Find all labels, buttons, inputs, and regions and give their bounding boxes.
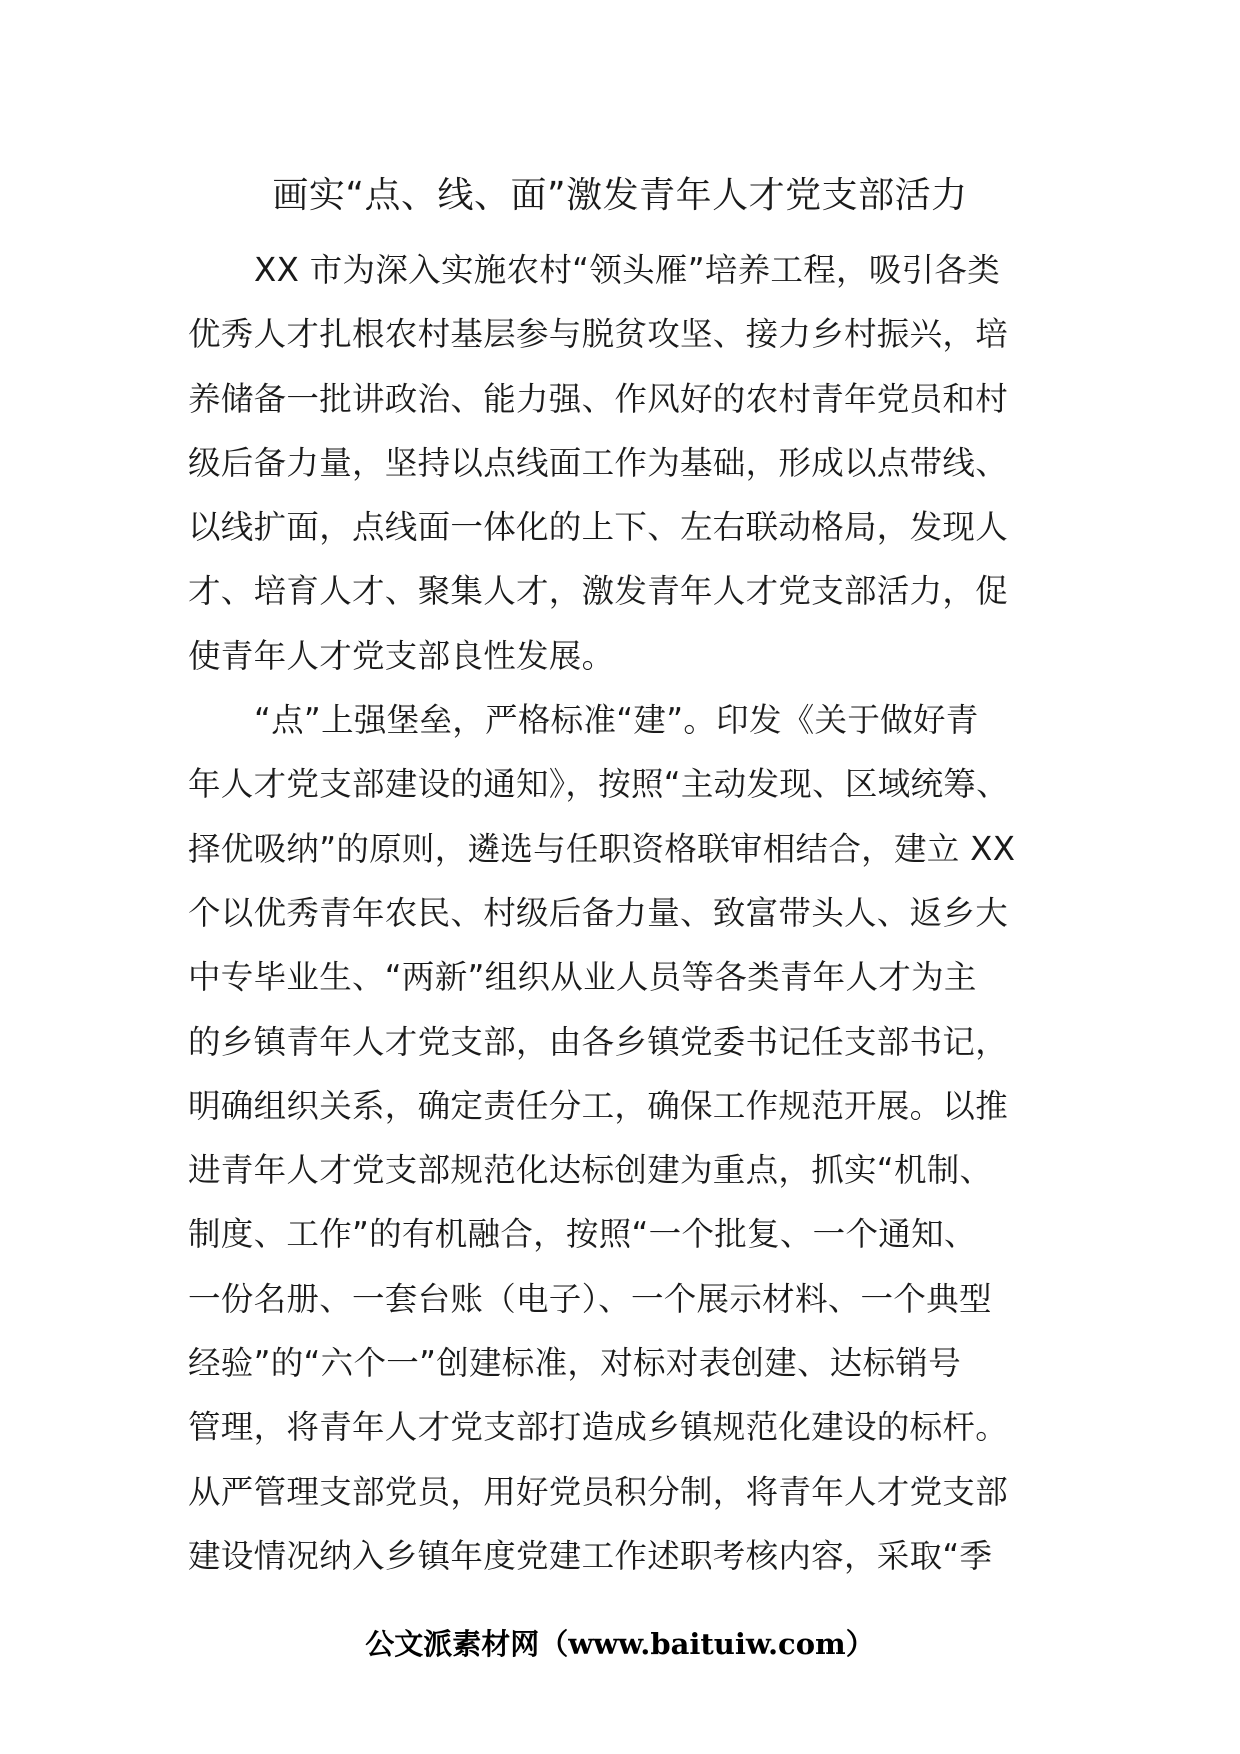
paragraph-line: 以线扩面，点线面一体化的上下、左右联动格局，发现人 — [188, 508, 1009, 547]
paragraph-line: 明确组织关系，确定责任分工，确保工作规范开展。以推 — [188, 1086, 1009, 1125]
paragraph-2 — [188, 688, 1050, 1588]
paragraph-line: 一份名册、一套台账（电子）、一个展示材料、一个典型 — [188, 1279, 992, 1318]
paragraph-line: 制度、工作”的有机融合，按照“一个批复、一个通知、 — [188, 1215, 977, 1254]
paragraph-line: 才、培育人才、聚集人才，激发青年人才党支部活力，促 — [188, 572, 1009, 611]
paragraph-line: 管理，将青年人才党支部打造成乡镇规范化建设的标杆。 — [188, 1408, 1009, 1447]
paragraph-line: 建设情况纳入乡镇年度党建工作述职考核内容，采取“季 — [188, 1536, 993, 1575]
paragraph-line: “点”上强堡垒，严格标准“建”。印发《关于做好青 — [254, 701, 979, 740]
paragraph-line: 进青年人才党支部规范化达标创建为重点，抓实“机制、 — [188, 1151, 993, 1190]
paragraph-1 — [188, 238, 1050, 688]
paragraph-line: 优秀人才扎根农村基层参与脱贫攻坚、接力乡村振兴，培 — [188, 315, 1009, 354]
document-title: 画实“点、线、面”激发青年人才党支部活力 — [272, 175, 968, 216]
document-body — [188, 238, 1050, 1588]
paragraph-line: 个以优秀青年农民、村级后备力量、致富带头人、返乡大 — [188, 893, 1009, 932]
paragraph-line: 级后备力量，坚持以点线面工作为基础，形成以点带线、 — [188, 443, 1009, 482]
paragraph-line: 从严管理支部党员，用好党员积分制，将青年人才党支部 — [188, 1472, 1009, 1511]
paragraph-line: 年人才党支部建设的通知》，按照“主动发现、区域统筹、 — [188, 765, 1009, 804]
paragraph-line: 养储备一批讲政治、能力强、作风好的农村青年党员和村 — [188, 379, 1009, 418]
paragraph-line: XX 市为深入实施农村“领头雁”培养工程，吸引各类 — [254, 251, 1001, 289]
paragraph-line: 中专毕业生、“两新”组织从业人员等各类青年人才为主 — [188, 958, 977, 997]
footer-watermark: 公文派素材网（www.baituiw.com） — [365, 1627, 875, 1661]
paragraph-line: 经验”的“六个一”创建标准，对标对表创建、达标销号 — [188, 1344, 962, 1383]
paragraph-line: 的乡镇青年人才党支部，由各乡镇党委书记任支部书记， — [188, 1022, 1009, 1061]
paragraph-line: 使青年人才党支部良性发展。 — [188, 636, 615, 675]
paragraph-line: 择优吸纳”的原则，遴选与任职资格联审相结合，建立 XX — [188, 829, 1016, 868]
